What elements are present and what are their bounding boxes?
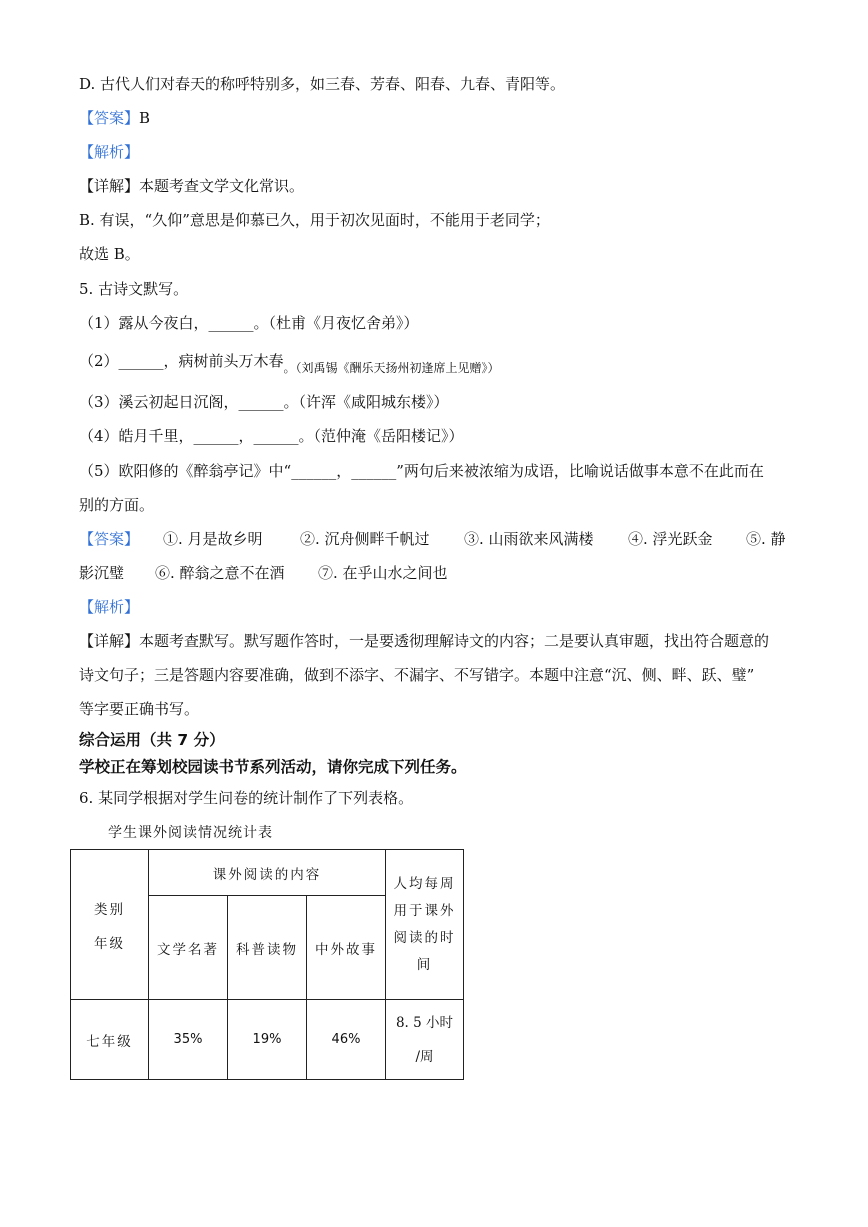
detail-5b: 诗文句子；三是答题内容要准确，做到不添字、不漏字、不写错字。本题中注意“沉、侧、畔、跃、璧”	[79, 666, 755, 684]
detail-5a: 【详解】本题考查默写。默写题作答时，一是要透彻理解诗文的内容；二是要认真审题，找出符合题意的	[79, 632, 770, 650]
answer-5-4: ④. 浮光跃金	[628, 530, 713, 548]
corner-header-bottom: 年级	[94, 935, 125, 952]
answer-5-5a: ⑤. 静	[746, 530, 786, 548]
reading-stats-table	[70, 849, 464, 1080]
answer-5-1: ①. 月是故乡明	[163, 530, 263, 548]
question-5-title: 5. 古诗文默写。	[79, 280, 189, 298]
answer-5-5b: 影沉璧	[79, 564, 125, 582]
col-header-literature: 文学名著	[149, 896, 228, 1000]
table-caption: 学生课外阅读情况统计表	[108, 825, 273, 841]
time-header-cell	[386, 850, 464, 1000]
answer-value: B	[139, 109, 151, 127]
answer-5-6: ⑥. 醉翁之意不在酒	[155, 564, 285, 582]
choose-4: 故选 B。	[79, 245, 140, 263]
question-5-5b: 别的方面。	[79, 496, 155, 514]
time-header-4: 间	[416, 956, 433, 973]
corner-header-cell	[71, 850, 149, 1000]
question-5-4: （4）皓月千里，______，______。（范仲淹《岳阳楼记》）	[79, 427, 464, 445]
answer-tag: 【答案】	[79, 109, 140, 127]
question-6: 6. 某同学根据对学生问卷的统计制作了下列表格。	[79, 789, 414, 807]
question-5-1: （1）露从今夜白，______。（杜甫《月夜忆舍弟》）	[79, 314, 419, 332]
analysis-tag: 【解析】	[79, 143, 140, 161]
time-header-1: 人均每周	[393, 875, 456, 892]
question-5-5a: （5）欧阳修的《醉翁亭记》中“______，______”两句后来被浓缩为成语，比喻说话做事本意不在此而在	[79, 462, 764, 480]
answer-5-2: ②. 沉舟侧畔千帆过	[300, 530, 430, 548]
corner-header-top: 类别	[94, 901, 125, 918]
col-header-stories: 中外故事	[307, 896, 386, 1000]
answer-5-3: ③. 山雨欲来风满楼	[464, 530, 594, 548]
question-5-2	[79, 351, 500, 375]
question-5-3: （3）溪云初起日沉阁，______。（许浑《咸阳城东楼》）	[79, 393, 449, 411]
cell-stories: 46%	[307, 1000, 386, 1080]
col-header-science: 科普读物	[228, 896, 307, 1000]
task-heading: 学校正在筹划校园读书节系列活动，请你完成下列任务。	[79, 758, 467, 776]
cell-time-1: 8. 5 小时	[395, 1014, 454, 1031]
time-header-2: 用于课外	[393, 902, 456, 919]
detail-4b: B. 有误，“久仰”意思是仰慕已久，用于初次见面时，不能用于老同学；	[79, 211, 550, 229]
detail-5c: 等字要正确书写。	[79, 700, 200, 718]
cell-time-2: /周	[415, 1048, 434, 1065]
cell-science: 19%	[228, 1000, 307, 1080]
cell-time	[386, 1000, 464, 1080]
row-grade: 七年级	[71, 1000, 149, 1080]
option-d-text: D. 古代人们对春天的称呼特别多，如三春、芳春、阳春、九春、青阳等。	[79, 75, 566, 93]
time-header-3: 阅读的时	[393, 929, 456, 946]
detail-4: 【详解】本题考查文学文化常识。	[79, 177, 305, 195]
answer-4	[79, 108, 150, 128]
group-header: 课外阅读的内容	[149, 850, 386, 896]
section-heading: 综合运用（共 7 分）	[79, 731, 225, 749]
answer-tag-5: 【答案】	[79, 530, 140, 548]
question-5-2a: （2）______，病树前头万木春	[79, 352, 284, 370]
cell-literature: 35%	[149, 1000, 228, 1080]
question-5-2b: 。（刘禹锡《酬乐天扬州初逢席上见赠》）	[283, 361, 500, 375]
analysis-tag-5: 【解析】	[79, 598, 140, 616]
answer-5-7: ⑦. 在乎山水之间也	[318, 564, 448, 582]
